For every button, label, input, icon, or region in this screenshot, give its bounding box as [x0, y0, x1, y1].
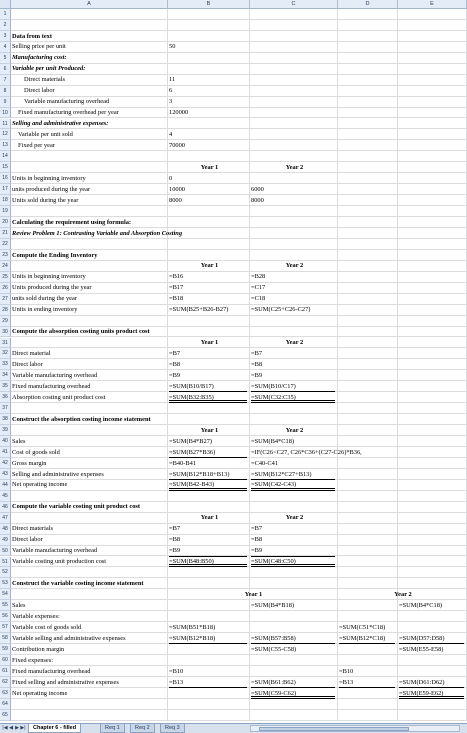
row-header[interactable]: 32	[0, 348, 11, 359]
cell-a33[interactable]: Direct labor	[12, 361, 43, 368]
cell-c55[interactable]: =SUM(B4*B18)	[251, 601, 295, 609]
cell-c18[interactable]: 8000	[251, 196, 264, 204]
cell-a4[interactable]: Selling price per unit	[12, 43, 66, 51]
cell-a9[interactable]: Variable manufacturing overhead	[24, 98, 110, 106]
cell-c44[interactable]: =SUM(C42-C43)	[251, 481, 297, 489]
cell-c33[interactable]: =B8	[251, 361, 263, 368]
cell-b31[interactable]: Year 1	[200, 339, 219, 347]
cell-a40[interactable]: Sales	[12, 437, 26, 445]
row-header[interactable]: 64	[0, 699, 11, 710]
first-sheet-icon[interactable]: |◀	[2, 725, 8, 731]
cell-b36[interactable]: =SUM(B32:B35)	[169, 393, 214, 401]
column-header-b[interactable]: B	[168, 0, 250, 9]
table-row	[11, 239, 467, 250]
cell-c15[interactable]: Year 2	[285, 163, 304, 171]
cell-b40[interactable]: =SUM(B4*B27)	[169, 437, 213, 445]
cell-c36[interactable]: =SUM(C32:C35)	[251, 393, 296, 401]
cell-a25[interactable]: Units in beginning inventory	[12, 273, 86, 281]
table-row	[11, 458, 467, 469]
row-header[interactable]: 24	[0, 261, 11, 272]
row-header[interactable]: 2	[0, 20, 11, 31]
row-header[interactable]: 20	[0, 217, 11, 228]
cell-b48[interactable]: =B7	[169, 525, 181, 533]
cell-b17[interactable]: 10000	[169, 185, 185, 193]
row-header[interactable]: 29	[0, 316, 11, 327]
cell-e62[interactable]: =SUM(D61:D62)	[399, 678, 445, 686]
table-row	[11, 42, 467, 53]
cell-b13[interactable]: 70000	[169, 142, 185, 149]
row-header[interactable]: 36	[0, 392, 11, 403]
row-header[interactable]: 44	[0, 480, 11, 491]
cell-b39[interactable]: Year 1	[200, 426, 219, 434]
cell-a60[interactable]: Fixed expenses:	[12, 656, 53, 664]
row-header[interactable]: 34	[0, 370, 11, 381]
cell-b61[interactable]: =B10	[169, 667, 184, 675]
row-header[interactable]: 21	[0, 228, 11, 239]
cell-c39[interactable]: Year 2	[285, 426, 304, 434]
cell-b26[interactable]: =B17	[169, 284, 184, 292]
cell-c58[interactable]: =SUM(B57:B58)	[251, 634, 296, 642]
row-header[interactable]: 37	[0, 403, 11, 414]
cell-a3[interactable]: Data from text	[12, 32, 52, 40]
cell-a55[interactable]: Sales	[12, 601, 26, 609]
cell-a10[interactable]: Fixed manufacturing overhead per year	[18, 109, 119, 117]
cell-a62[interactable]: Fixed selling and administrative expenses	[12, 678, 119, 686]
tab-req-1[interactable]: Req 1	[100, 724, 125, 733]
cell-a30[interactable]: Compute the absorption costing units product cost	[12, 328, 150, 336]
row-header[interactable]: 40	[0, 436, 11, 447]
select-all-corner[interactable]	[0, 0, 11, 9]
row-header[interactable]: 26	[0, 283, 11, 294]
cell-a35[interactable]: Fixed manufacturing overhead	[12, 382, 91, 390]
row-header[interactable]: 46	[0, 502, 11, 513]
row-header[interactable]: 39	[0, 425, 11, 436]
cell-c35[interactable]: =SUM(B10/C17)	[251, 382, 296, 390]
cell-c24[interactable]: Year 2	[285, 262, 304, 270]
row-header[interactable]: 35	[0, 381, 11, 392]
row-header[interactable]: 14	[0, 151, 11, 162]
row-header[interactable]: 18	[0, 195, 11, 206]
row-header[interactable]: 31	[0, 338, 11, 349]
cell-a20[interactable]: Calculating the requirement using formula:	[12, 218, 132, 226]
cell-b42[interactable]: =B40-B41	[169, 459, 197, 467]
cell-a18[interactable]: Units sold during the year	[12, 196, 79, 204]
table-row	[11, 567, 467, 578]
cell-a7[interactable]: Direct materials	[24, 76, 65, 84]
cell-a28[interactable]: Units in ending inventory	[12, 306, 78, 314]
cell-a63[interactable]: Net operating income	[12, 689, 68, 697]
cell-a27[interactable]: units sold during the year	[12, 295, 77, 303]
cell-a13[interactable]: Fixed per year	[18, 142, 55, 149]
cell-c32[interactable]: =B7	[251, 350, 263, 358]
column-header-d[interactable]: D	[338, 0, 398, 9]
cell-a59[interactable]: Contribution margin	[12, 645, 65, 653]
cell-b43[interactable]: =SUM(B12*B18+B13)	[169, 470, 230, 478]
cell-b47[interactable]: Year 1	[200, 514, 219, 522]
cell-a38[interactable]: Construct the absorption costing income statement	[12, 415, 151, 423]
tab-req-3[interactable]: Req 3	[160, 724, 185, 733]
cell-d57[interactable]: =SUM(C51*C18)	[339, 623, 386, 631]
cell-b25[interactable]: =B16	[169, 273, 184, 281]
row-header[interactable]: 60	[0, 655, 11, 666]
cell-bc54[interactable]: Year 1	[244, 590, 263, 598]
row-header[interactable]: 57	[0, 622, 11, 633]
last-sheet-icon[interactable]: ▶|	[20, 725, 26, 731]
row-header[interactable]: 19	[0, 206, 11, 217]
row-header[interactable]: 12	[0, 129, 11, 140]
cell-a53[interactable]: Construct the variable costing income statement	[12, 580, 144, 587]
cell-a49[interactable]: Direct labor	[12, 536, 43, 544]
row-header[interactable]: 13	[0, 140, 11, 151]
cell-c17[interactable]: 6000	[251, 185, 264, 193]
cell-a46[interactable]: Compute the variable costing unit product cost	[12, 503, 141, 511]
table-row	[11, 348, 467, 359]
row-header[interactable]: 42	[0, 458, 11, 469]
table-row	[11, 316, 467, 327]
table-row	[11, 491, 467, 502]
row-header[interactable]: 50	[0, 546, 11, 557]
row-header[interactable]: 33	[0, 359, 11, 370]
cell-c41[interactable]: =IF(C26<C27, C26*C36+(C27-C26)*B36,	[251, 448, 362, 456]
table-row	[11, 151, 467, 162]
next-sheet-icon[interactable]: ▶	[15, 725, 19, 731]
table-row	[11, 524, 467, 535]
cell-a26[interactable]: Units produced during the year	[12, 284, 92, 292]
cell-b18[interactable]: 8000	[169, 196, 182, 204]
cell-c27[interactable]: =C18	[251, 295, 266, 303]
cell-b41[interactable]: =SUM(B27*B36)	[169, 448, 216, 456]
row-header[interactable]: 51	[0, 557, 11, 568]
tab-chapter-6-filled[interactable]: Chapter 6 - filled	[28, 724, 81, 733]
cell-e58[interactable]: =SUM(D57:D58)	[399, 634, 445, 642]
cell-a43[interactable]: Selling and administrative expenses	[12, 470, 104, 478]
row-header[interactable]: 49	[0, 535, 11, 546]
cell-c62[interactable]: =SUM(B61:B62)	[251, 678, 296, 686]
prev-sheet-icon[interactable]: ◀	[9, 725, 13, 731]
row-header[interactable]: 8	[0, 86, 11, 97]
cell-b10[interactable]: 120000	[169, 109, 189, 117]
row-header[interactable]: 15	[0, 162, 11, 173]
cell-c63[interactable]: =SUM(C59-C62)	[251, 689, 297, 697]
cell-a32[interactable]: Direct material	[12, 350, 51, 358]
row-header[interactable]: 54	[0, 589, 11, 600]
cell-de54[interactable]: Year 2	[394, 590, 412, 598]
cell-a51[interactable]: Variable costing unit production cost	[12, 558, 107, 566]
cell-b15[interactable]: Year 1	[200, 163, 219, 171]
cell-e59[interactable]: =SUM(E55-E58)	[399, 645, 444, 653]
table-row	[11, 305, 467, 316]
column-header-a[interactable]: A	[11, 0, 168, 9]
tab-req-2[interactable]: Req 2	[130, 724, 155, 733]
row-header[interactable]: 48	[0, 524, 11, 535]
row-header[interactable]: 56	[0, 611, 11, 622]
row-header[interactable]: 22	[0, 239, 11, 250]
cell-c51[interactable]: =SUM(C48:C50)	[251, 558, 296, 566]
cell-c26[interactable]: =C17	[251, 284, 266, 292]
cell-a57[interactable]: Variable cost of goods sold	[12, 623, 82, 631]
cell-a12[interactable]: Variable per unit sold	[18, 131, 73, 139]
cell-a61[interactable]: Fixed manufacturing overhead	[12, 667, 91, 675]
table-row	[11, 140, 467, 151]
cell-b57[interactable]: =SUM(B51*B18)	[169, 623, 216, 631]
cell-a11[interactable]: Selling and administrative expenses:	[12, 120, 109, 128]
cell-c59[interactable]: =SUM(C55-C58)	[251, 645, 297, 653]
cell-a50[interactable]: Variable manufacturing overhead	[12, 547, 98, 555]
row-header[interactable]: 45	[0, 491, 11, 502]
cell-a21[interactable]: Review Problem 1: Contrasting Variable and Absorption Costing	[12, 229, 183, 237]
row-header[interactable]: 27	[0, 294, 11, 305]
cell-b12[interactable]: 4	[169, 131, 173, 139]
cell-b62[interactable]: =B13	[169, 678, 184, 686]
cell-b4[interactable]: 50	[169, 43, 176, 51]
sheet-tab-bar	[0, 723, 467, 733]
row-header[interactable]: 3	[0, 31, 11, 42]
cell-a36[interactable]: Absorption costing unit product cost	[12, 393, 106, 401]
table-row	[11, 195, 467, 206]
table-row	[11, 31, 467, 42]
cell-a44[interactable]: Net operating income	[12, 481, 68, 489]
table-row	[11, 611, 467, 622]
cell-a6[interactable]: Variable per unit Produced:	[12, 65, 86, 73]
cell-c25[interactable]: =B28	[251, 273, 266, 281]
row-header[interactable]: 23	[0, 250, 11, 261]
row-header[interactable]: 16	[0, 173, 11, 184]
row-header[interactable]: 10	[0, 108, 11, 119]
cell-c47[interactable]: Year 2	[285, 514, 304, 522]
cell-a34[interactable]: Variable manufacturing overhead	[12, 371, 98, 379]
table-row	[11, 75, 467, 86]
row-header[interactable]: 4	[0, 42, 11, 53]
horizontal-scrollbar[interactable]	[250, 725, 460, 732]
row-header[interactable]: 41	[0, 447, 11, 458]
cell-a41[interactable]: Cost of goods sold	[12, 448, 60, 456]
cell-c40[interactable]: =SUM(B4*C18)	[251, 437, 295, 445]
row-header[interactable]: 55	[0, 600, 11, 611]
cell-b50[interactable]: =B9	[169, 547, 181, 555]
cell-b58[interactable]: =SUM(B12*B18)	[169, 634, 216, 642]
table-row	[11, 359, 467, 370]
row-header[interactable]: 62	[0, 677, 11, 688]
row-header[interactable]: 6	[0, 64, 11, 75]
cell-b51[interactable]: =SUM(B48:B50)	[169, 558, 214, 566]
row-header[interactable]: 25	[0, 272, 11, 283]
row-header[interactable]: 61	[0, 666, 11, 677]
cell-a16[interactable]: Units in beginning inventory	[12, 174, 86, 182]
horizontal-scrollbar-thumb[interactable]	[259, 727, 409, 731]
cell-d58[interactable]: =SUM(B12*C18)	[339, 634, 386, 642]
table-row	[11, 436, 467, 447]
cell-a42[interactable]: Gross margin	[12, 459, 47, 467]
table-row	[11, 699, 467, 710]
cell-a5[interactable]: Manufacturing cost:	[12, 54, 67, 62]
row-header[interactable]: 30	[0, 327, 11, 338]
row-header[interactable]: 58	[0, 633, 11, 644]
cell-b34[interactable]: =B9	[169, 371, 181, 379]
cell-c43[interactable]: =SUM(B12*C27+B13)	[251, 470, 312, 478]
cell-b35[interactable]: =SUM(B10/B17)	[169, 382, 214, 390]
cell-a23[interactable]: Compute the Ending Inventory	[12, 251, 98, 259]
row-header[interactable]: 9	[0, 97, 11, 108]
cell-b8[interactable]: 6	[169, 87, 173, 95]
cell-c34[interactable]: =B9	[251, 371, 263, 379]
row-header[interactable]: 47	[0, 513, 11, 524]
cell-e55[interactable]: =SUM(B4*C18)	[399, 601, 443, 609]
row-header[interactable]: 28	[0, 305, 11, 316]
row-header[interactable]: 65	[0, 710, 11, 721]
row-header[interactable]: 63	[0, 688, 11, 699]
cell-c28[interactable]: =SUM(C25+C26-C27)	[251, 306, 311, 314]
row-header[interactable]: 7	[0, 75, 11, 86]
cell-a48[interactable]: Direct materials	[12, 525, 53, 533]
table-row	[11, 403, 467, 414]
cell-c49[interactable]: =B8	[251, 536, 263, 544]
cell-b33[interactable]: =B8	[169, 361, 181, 368]
table-row	[11, 710, 467, 721]
cell-a58[interactable]: Variable selling and administrative expenses	[12, 634, 126, 642]
cell-c48[interactable]: =B7	[251, 525, 263, 533]
row-header[interactable]: 11	[0, 119, 11, 130]
cell-b16[interactable]: 0	[169, 174, 173, 182]
cell-b49[interactable]: =B8	[169, 536, 181, 544]
cell-b28[interactable]: =SUM(B25+B26-B27)	[169, 306, 229, 314]
cell-b27[interactable]: =B18	[169, 295, 184, 303]
table-row	[11, 9, 467, 20]
cell-c31[interactable]: Year 2	[285, 339, 304, 347]
cell-b9[interactable]: 3	[169, 98, 173, 106]
cell-c42[interactable]: =C40-C41	[251, 459, 279, 467]
table-row	[11, 53, 467, 64]
cell-d61[interactable]: =B10	[339, 667, 354, 675]
row-header[interactable]: 1	[0, 9, 11, 20]
cell-e63[interactable]: =SUM(E59-E62)	[399, 689, 444, 697]
table-row	[11, 535, 467, 546]
row-header[interactable]: 38	[0, 414, 11, 425]
row-header[interactable]: 59	[0, 644, 11, 655]
row-header[interactable]: 5	[0, 53, 11, 64]
cell-a56[interactable]: Variable expenses:	[12, 612, 60, 620]
row-header[interactable]: 53	[0, 578, 11, 589]
cell-b7[interactable]: 11	[169, 76, 176, 84]
column-header-e[interactable]: E	[398, 0, 467, 9]
cell-b24[interactable]: Year 1	[200, 262, 219, 270]
column-header-c[interactable]: C	[250, 0, 338, 9]
table-row	[11, 294, 467, 305]
cell-b32[interactable]: =B7	[169, 350, 181, 358]
cell-c50[interactable]: =B9	[251, 547, 263, 555]
table-row	[11, 86, 467, 97]
table-row	[11, 129, 467, 140]
row-header[interactable]: 17	[0, 184, 11, 195]
cell-a8[interactable]: Direct labor	[24, 87, 55, 95]
table-row	[11, 655, 467, 666]
cell-a17[interactable]: units produced during the year	[12, 185, 91, 193]
row-header[interactable]: 43	[0, 469, 11, 480]
table-row	[11, 20, 467, 31]
table-row	[11, 206, 467, 217]
row-header[interactable]: 52	[0, 567, 11, 578]
cell-d62[interactable]: =B13	[339, 678, 354, 686]
cell-b44[interactable]: =SUM(B42-B43)	[169, 481, 215, 489]
